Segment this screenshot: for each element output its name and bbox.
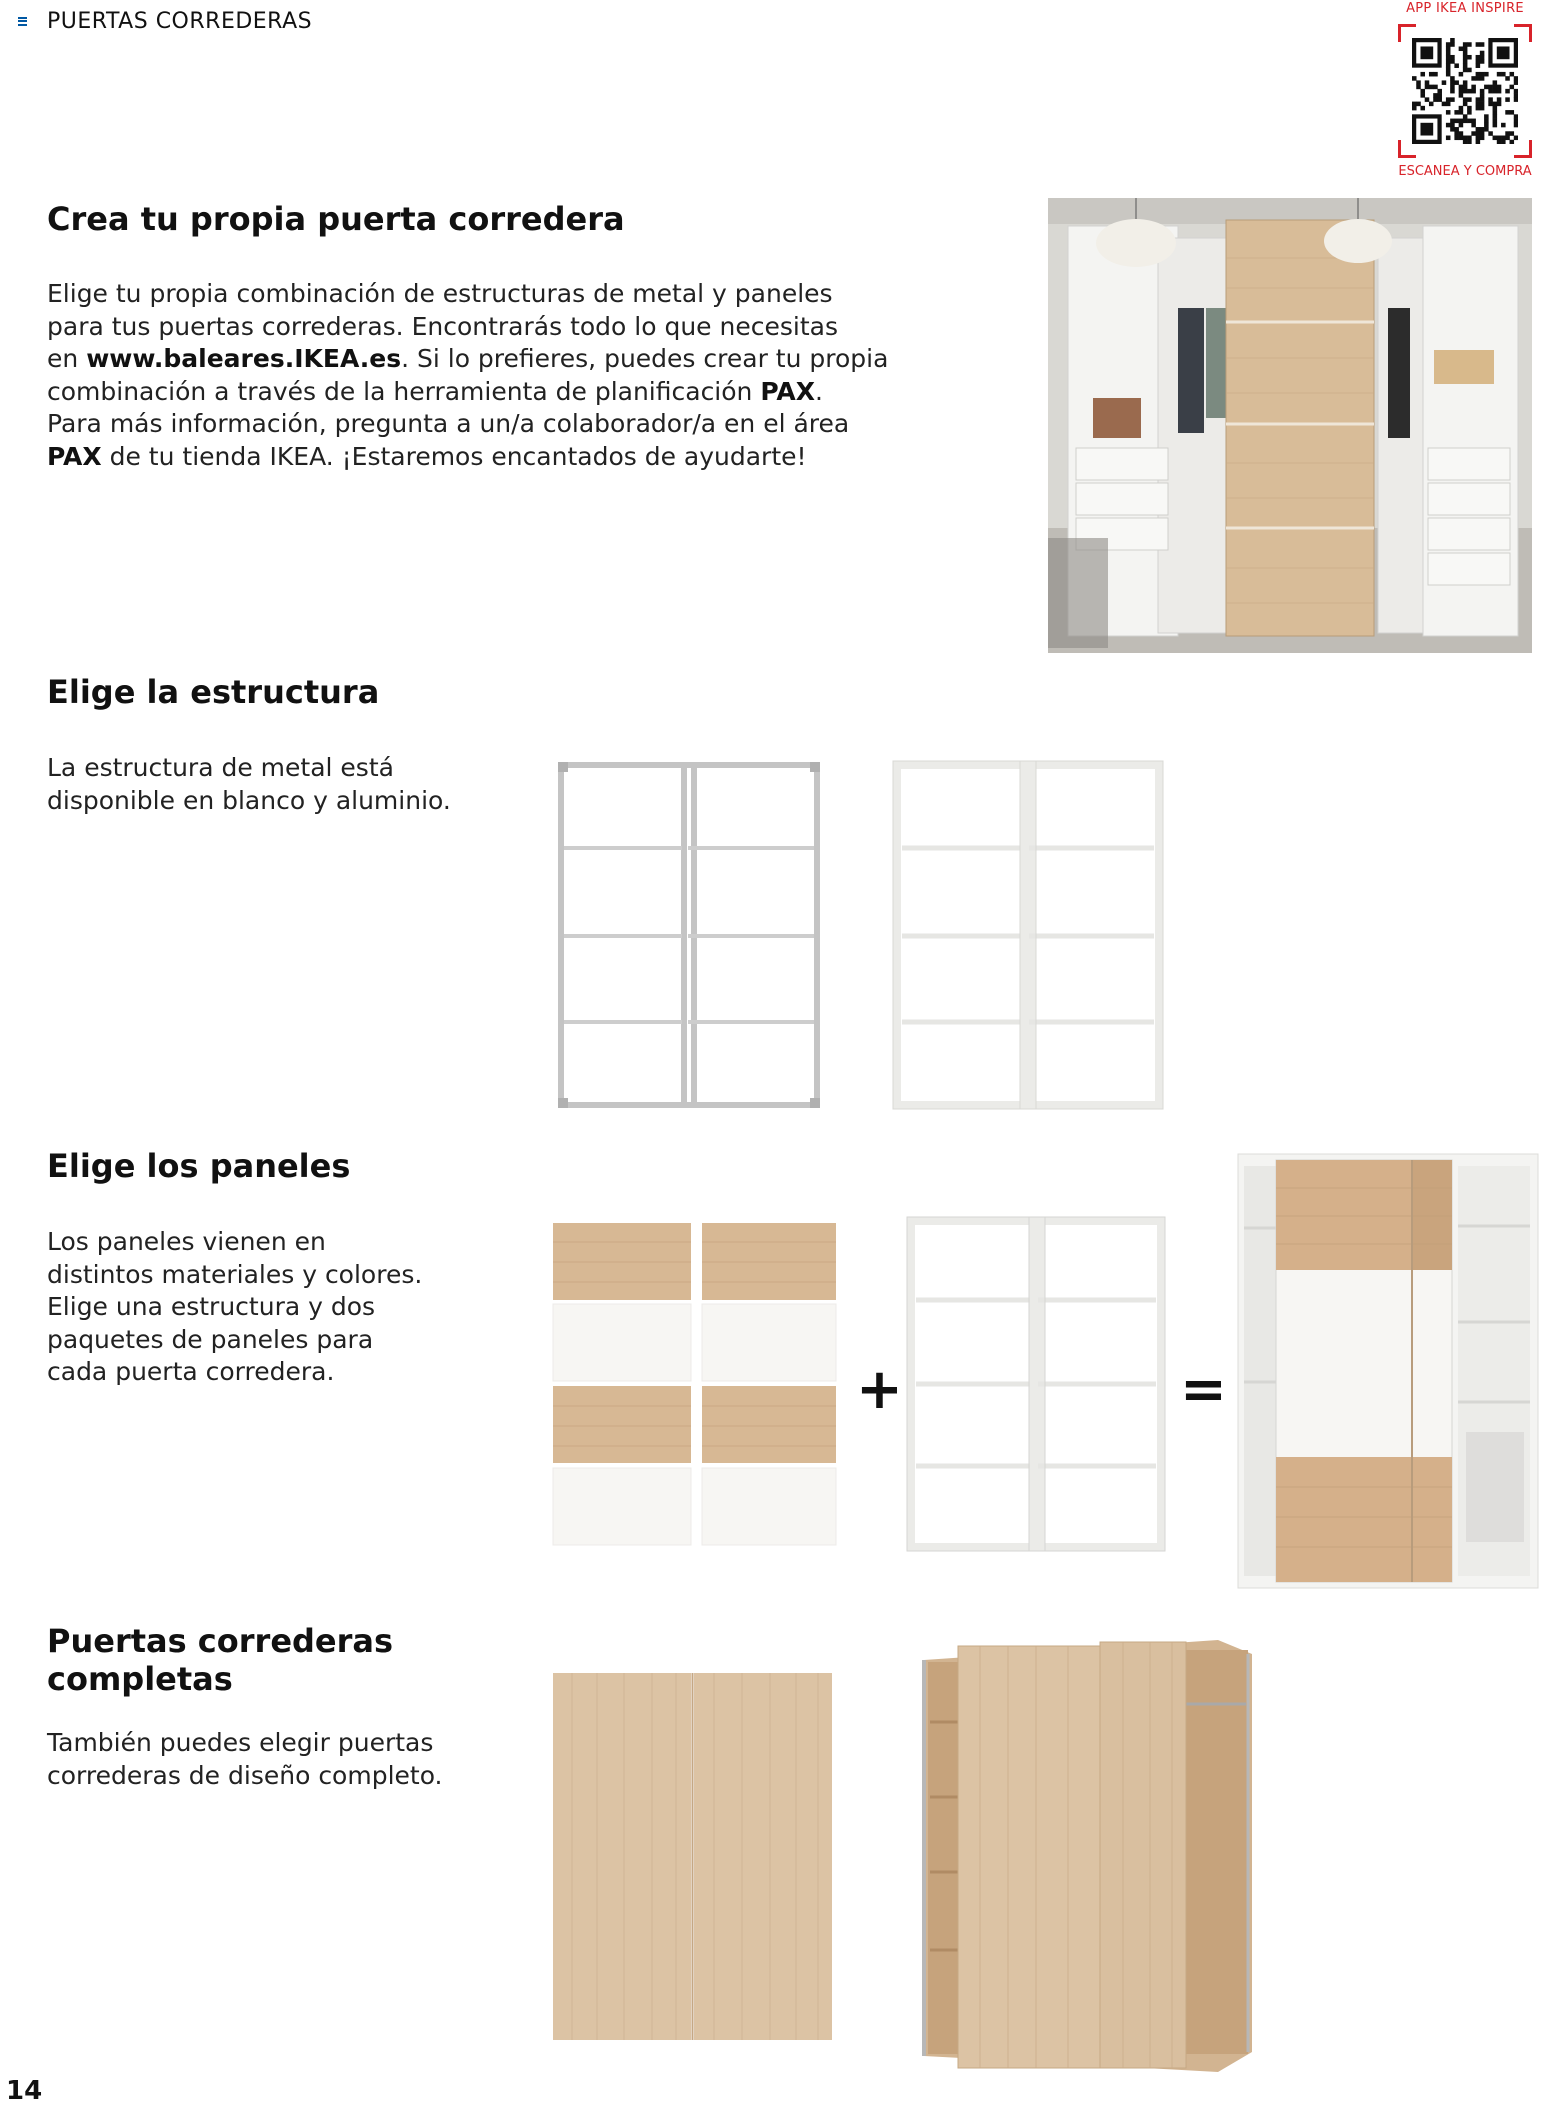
text-line: Elige una estructura y dos xyxy=(47,1292,376,1321)
page-number: 14 xyxy=(6,2076,43,2106)
aluminium-frame-image xyxy=(556,760,822,1112)
complete-door-panels-image xyxy=(552,1672,834,2042)
intro-text-segment: . xyxy=(815,376,823,406)
intro-line xyxy=(47,376,888,409)
text-line: También puedes elegir puertas xyxy=(47,1728,434,1757)
intro-text-segment: en xyxy=(47,344,87,373)
qr-code-icon xyxy=(1412,38,1518,144)
intro-text-segment: de tu tienda IKEA. ¡Estaremos encantados de ayudarte! xyxy=(101,441,807,471)
complete-title: Puertas correderas completas xyxy=(47,1622,394,1699)
qr-code[interactable] xyxy=(1398,24,1532,158)
structure-title: Elige la estructura xyxy=(47,673,380,711)
panel-frame-image xyxy=(906,1216,1166,1552)
text-line: correderas de diseño completo. xyxy=(47,1760,443,1790)
panels-text xyxy=(47,1226,422,1389)
text-line: cada puerta corredera. xyxy=(47,1357,335,1386)
qr-top-label: APP IKEA INSPIRE xyxy=(1406,1,1524,16)
intro-line xyxy=(47,343,888,376)
intro-text-segment: combinación a través de la herramienta de planificación xyxy=(47,376,761,406)
complete-text xyxy=(47,1727,443,1792)
structure-text xyxy=(47,752,451,817)
qr-code-block[interactable] xyxy=(1390,0,1540,182)
wardrobe-photo xyxy=(1048,198,1532,653)
intro-line: Elige tu propia combinación de estructuras de metal y paneles xyxy=(47,279,833,308)
panels-title: Elige los paneles xyxy=(47,1147,351,1185)
text-line: distintos materiales y colores. xyxy=(47,1259,423,1289)
assembled-wardrobe-image xyxy=(1236,1152,1542,1592)
equals-sign: = xyxy=(1180,1357,1227,1422)
intro-bold-text: PAX xyxy=(760,376,815,406)
intro-title: Crea tu propia puerta corredera xyxy=(47,200,625,238)
intro-text-segment: . Si lo prefieres, puedes crear tu propia xyxy=(401,344,889,373)
intro-line: para tus puertas correderas. Encontrarás todo lo que necesitas xyxy=(47,311,838,341)
menu-icon[interactable] xyxy=(18,17,27,26)
complete-wardrobe-image xyxy=(918,1632,1254,2074)
qr-bottom-label: ESCANEA Y COMPRA xyxy=(1398,164,1532,179)
intro-bold-text[interactable]: www.baleares.IKEA.es xyxy=(86,344,402,373)
intro-line: Para más información, pregunta a un/a colaborador/a en el área xyxy=(47,409,850,438)
text-line: La estructura de metal está xyxy=(47,753,394,782)
text-line: disponible en blanco y aluminio. xyxy=(47,785,451,815)
intro-text xyxy=(47,278,888,473)
white-frame-image xyxy=(892,760,1164,1112)
intro-line xyxy=(47,441,888,474)
section-label: PUERTAS CORREDERAS xyxy=(47,8,313,34)
panels-image xyxy=(552,1222,838,1548)
text-line: paquetes de paneles para xyxy=(47,1324,374,1354)
intro-bold-text: PAX xyxy=(47,441,102,471)
text-line: Los paneles vienen en xyxy=(47,1227,326,1256)
page-header xyxy=(18,8,312,34)
plus-sign: + xyxy=(856,1357,903,1422)
